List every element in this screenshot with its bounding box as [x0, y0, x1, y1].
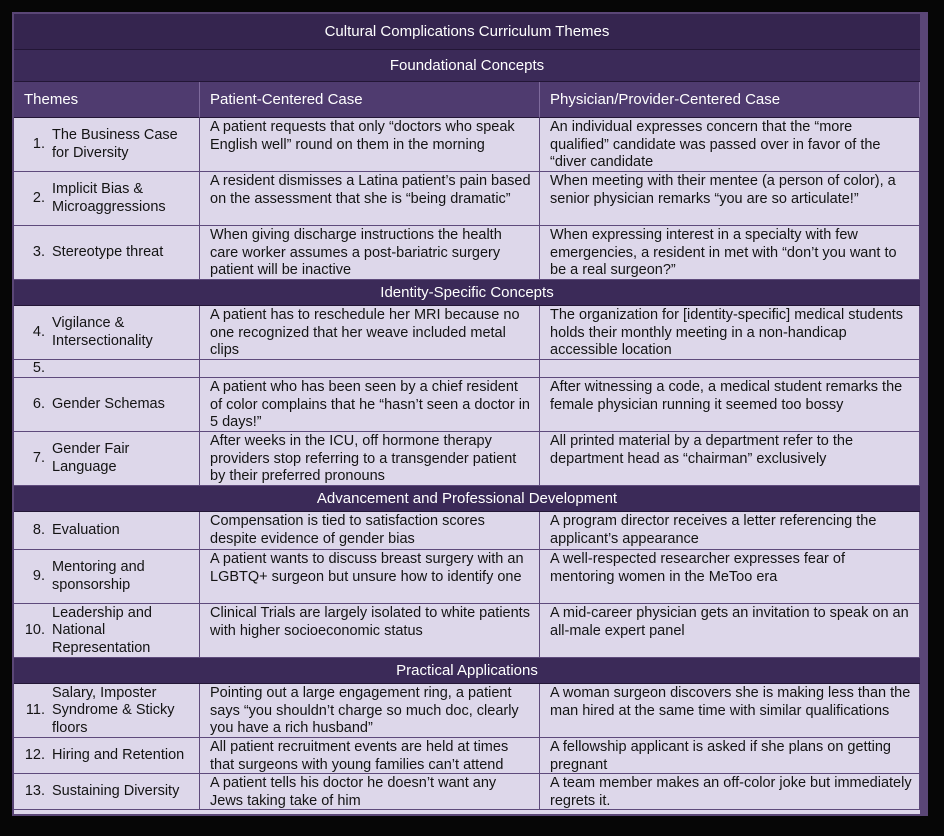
section-foundational: Foundational Concepts — [14, 50, 920, 82]
header-physician-case: Physician/Provider-Centered Case — [540, 82, 920, 118]
physician-case: After witnessing a code, a medical student remarks the female physician running it seemed too bossy — [540, 378, 920, 432]
theme-number: 1. — [32, 136, 45, 153]
physician-case: All printed material by a department refer to the department head as “chairman” exclusively — [540, 432, 920, 486]
physician-case: The organization for [identity-specific] medical students holds their monthly meeting in a non-handicap accessible location — [540, 306, 920, 360]
theme-cell — [14, 118, 200, 172]
physician-case — [540, 360, 920, 378]
theme-number: 2. — [32, 190, 45, 207]
physician-case: When meeting with their mentee (a person of color), a senior physician remarks “you are so articulate!” — [540, 172, 920, 226]
patient-case: Clinical Trials are largely isolated to white patients with higher socioeconomic status — [200, 604, 540, 658]
patient-case — [200, 360, 540, 378]
theme-label: Mentoring and sponsorship — [52, 559, 145, 593]
physician-case: A fellowship applicant is asked if she plans on getting pregnant — [540, 738, 920, 774]
physician-case: An individual expresses concern that the “more qualified” candidate was passed over in favor of the “diver candidate — [540, 118, 920, 172]
patient-case: Compensation is tied to satisfaction scores despite evidence of gender bias — [200, 512, 540, 550]
physician-case: A mid-career physician gets an invitation to speak on an all-male expert panel — [540, 604, 920, 658]
theme-label: Leadership and National Representation — [52, 604, 152, 656]
theme-number: 9. — [32, 568, 45, 585]
theme-cell — [14, 550, 200, 604]
theme-label: Sustaining Diversity — [52, 783, 180, 800]
header-themes: Themes — [14, 82, 200, 118]
patient-case: All patient recruitment events are held at times that surgeons with young families can’t attend — [200, 738, 540, 774]
theme-label: Salary, Imposter Syndrome & Sticky floors — [52, 684, 175, 736]
patient-case: After weeks in the ICU, off hormone therapy providers stop referring to a transgender patient by their preferred pronouns — [200, 432, 540, 486]
physician-case: A program director receives a letter referencing the applicant’s appearance — [540, 512, 920, 550]
patient-case: A patient wants to discuss breast surgery with an LGBTQ+ surgeon but unsure how to identify one — [200, 550, 540, 604]
theme-label: Vigilance & Intersectionality — [52, 315, 153, 349]
theme-cell — [14, 774, 200, 810]
patient-case: A patient requests that only “doctors who speak English well” round on them in the morning — [200, 118, 540, 172]
patient-case: A patient tells his doctor he doesn’t want any Jews taking take of him — [200, 774, 540, 810]
patient-case: A resident dismisses a Latina patient’s pain based on the assessment that she is “being dramatic” — [200, 172, 540, 226]
theme-number: 5. — [32, 360, 45, 377]
theme-cell — [14, 378, 200, 432]
theme-cell — [14, 604, 200, 658]
theme-number: 8. — [32, 522, 45, 539]
theme-cell — [14, 432, 200, 486]
theme-label: The Business Case for Diversity — [52, 127, 178, 161]
patient-case: A patient has to reschedule her MRI because no one recognized that her weave included metal clips — [200, 306, 540, 360]
theme-label: Gender Schemas — [52, 396, 165, 413]
theme-label: Evaluation — [52, 522, 120, 539]
physician-case: A well-respected researcher expresses fear of mentoring women in the MeToo era — [540, 550, 920, 604]
theme-number: 12. — [24, 747, 45, 764]
physician-case: When expressing interest in a specialty with few emergencies, a resident in met with “don’t you want to be a real surgeon?” — [540, 226, 920, 280]
theme-cell — [14, 172, 200, 226]
section-practical: Practical Applications — [14, 658, 920, 684]
section-advancement: Advancement and Professional Development — [14, 486, 920, 512]
patient-case: Pointing out a large engagement ring, a patient says “you shouldn’t charge so much doc, clearly you have a rich husband” — [200, 684, 540, 738]
theme-number: 6. — [32, 396, 45, 413]
theme-label: Gender Fair Language — [52, 441, 130, 475]
curriculum-table — [14, 14, 920, 814]
physician-case: A team member makes an off-color joke but immediately regrets it. — [540, 774, 920, 810]
theme-label: Hiring and Retention — [52, 747, 185, 764]
theme-label: Stereotype threat — [52, 244, 164, 261]
section-identity: Identity-Specific Concepts — [14, 280, 920, 306]
table-title: Cultural Complications Curriculum Themes — [14, 14, 920, 50]
theme-number: 10. — [24, 622, 45, 639]
theme-cell — [14, 684, 200, 738]
theme-number: 7. — [32, 450, 45, 467]
theme-number: 3. — [32, 244, 45, 261]
physician-case: A woman surgeon discovers she is making less than the man hired at the same time with similar qualifications — [540, 684, 920, 738]
theme-cell — [14, 512, 200, 550]
theme-number: 13. — [24, 783, 45, 800]
patient-case: When giving discharge instructions the health care worker assumes a post-bariatric surgery patient will be inactive — [200, 226, 540, 280]
theme-number: 4. — [32, 324, 45, 341]
theme-cell — [14, 306, 200, 360]
theme-number: 11. — [25, 702, 45, 719]
theme-label: Implicit Bias & Microaggressions — [52, 181, 166, 215]
patient-case: A patient who has been seen by a chief resident of color complains that he “hasn’t seen a doctor in 5 days!” — [200, 378, 540, 432]
theme-cell — [14, 226, 200, 280]
theme-cell — [14, 360, 200, 378]
theme-cell — [14, 738, 200, 774]
header-patient-case: Patient-Centered Case — [200, 82, 540, 118]
